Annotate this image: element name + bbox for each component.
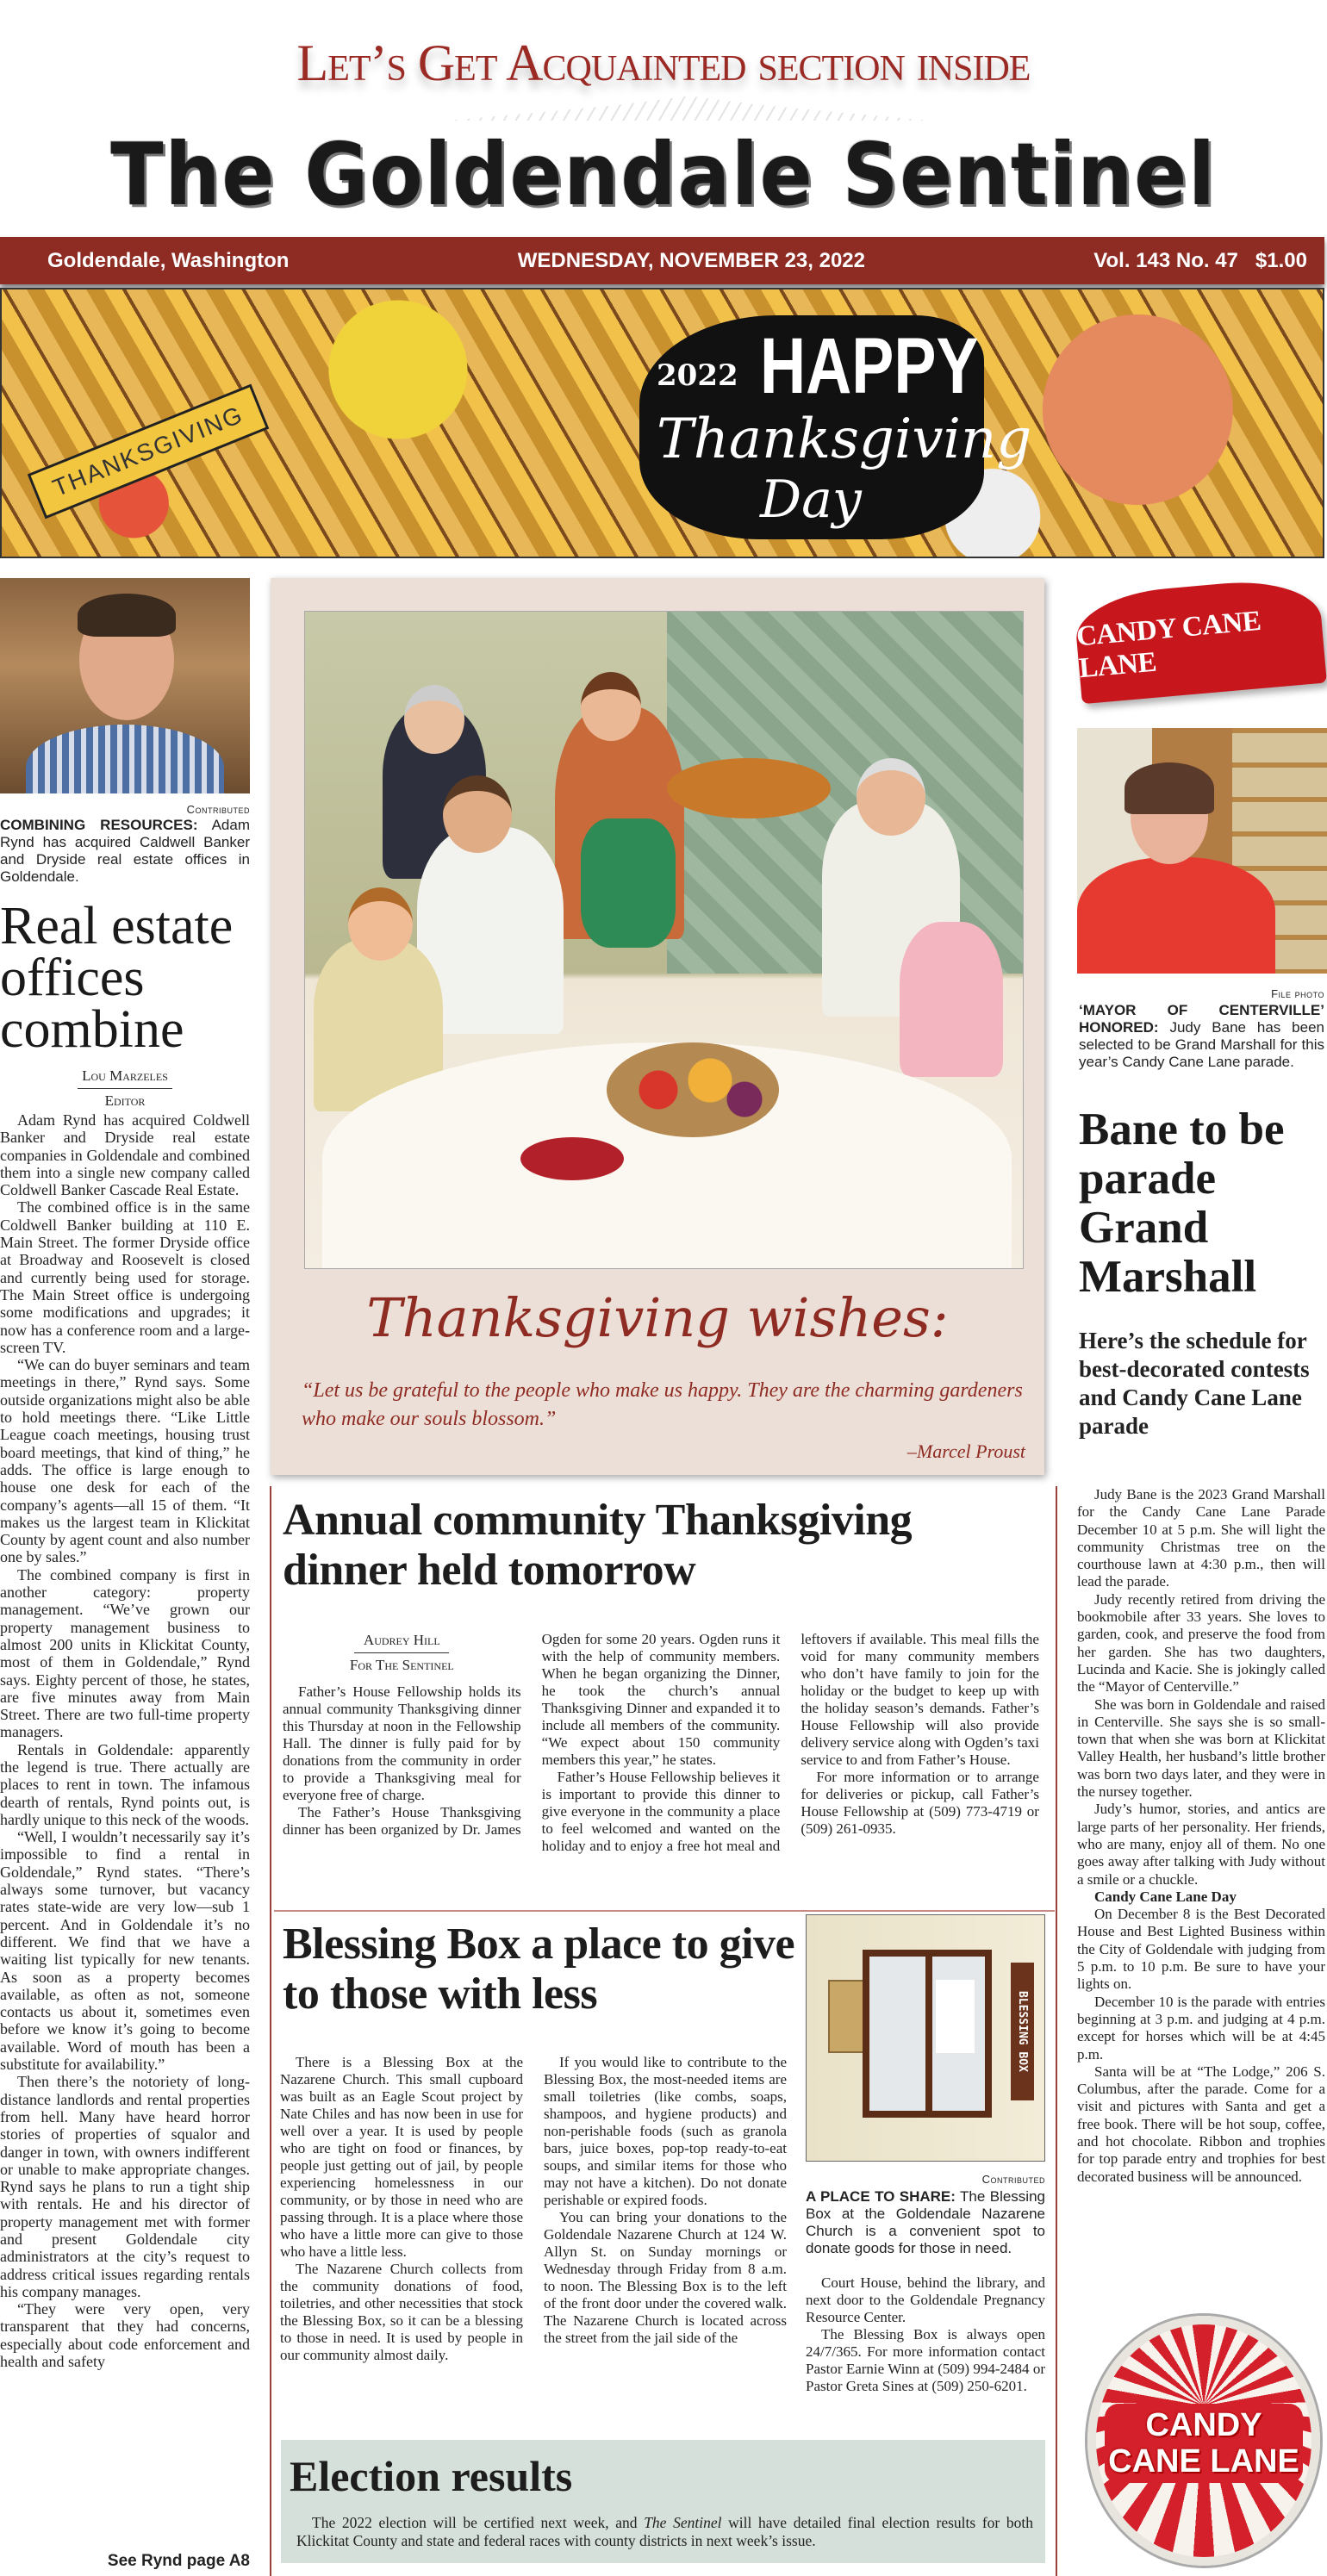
thanksgiving-banner [0,288,1324,558]
hair [78,594,176,637]
paragraph: Court House, behind the library, and next door to the Goldendale Pregnancy Resource Center. [806,2274,1045,2325]
newspaper-title-wrap [0,121,1327,228]
paragraph: “We can do buyer seminars and team meetings in there,” Rynd says. Some outside organizations might also be able to hold meetings there. “Like Little League coach meetings, housing trust board meetings, that kind of thing,” he adds. The office is large enough to house one desk for each of the company’s agents—all 15 of them. “It makes us the largest team in Klickitat County by agent count and also number one by sales.” [0,1356,250,1566]
turkey [667,758,831,818]
grandmother-head [404,685,464,754]
election-box [281,2440,1045,2563]
dateline-bar [0,237,1324,284]
dinner-byline [283,1631,521,1675]
shirt [26,725,224,793]
mountain-illustration [448,95,931,121]
election-text-2: will have detailed final election results for both Klickitat County and state and federal races with county districts in next week’s issue. [296,2514,1034,2549]
wishes-title: Thanksgiving wishes: [366,1286,949,1349]
rynd-body [0,1111,250,2548]
election-text [296,2514,1033,2550]
paragraph: Judy’s humor, stories, and antics are large parts of her personality. Her friends, who are many, enjoy all of them. No one goes away after talking with Judy without a smile or a chuckle. [1077,1801,1325,1888]
paper-name: The Sentinel [644,2514,722,2531]
cabinet-divider [925,1950,932,2118]
boy-head [348,887,413,961]
paragraph: Rentals in Goldendale: apparently the legend is true. There actually are places to rent in town. The infamous dearth of rentals, Rynd points out, is hardly unique to this neck of the woods. [0,1740,250,1828]
banner-ribbon: THANKSGIVING [28,384,270,520]
column-rule-right [1056,1486,1057,2576]
bulletin-board [828,1980,867,2053]
fruit-basket [607,1042,779,1137]
paragraph: The combined office is in the same Coldwell Banker building at 110 E. Main Street. The former Dryside office at Broadway and Roosevelt is closed and currently being used for storage. The Main Street office is undergoing some modifications and upgrades; it now has a conference room and a large-screen TV. [0,1198,250,1356]
price: $1.00 [1255,248,1307,272]
logo-text: CANDY CANE LANE [1105,2404,1303,2483]
byline-rule [78,1088,172,1089]
caption-lead: ‘MAYOR OF CENTERVILLE’ HONORED: [1079,1002,1324,1036]
notice-paper [936,1980,975,2053]
paragraph: You can bring your donations to the Goldendale Nazarene Church at 124 W. Allyn St. on Sunday mornings or Wednesday through Friday from 8 a.m. to noon. The Blessing Box is to the left of the front door under the covered walk. The Nazarene Church is located across the street from the jail side of the [544,2209,787,2346]
rynd-photo[interactable] [0,578,250,793]
blessing-box-photo[interactable] [806,1914,1045,2162]
father-head [443,775,512,853]
candy-cane-lane-logo [1087,2316,1320,2566]
photo-caption [0,817,250,886]
author-name: Audrey Hill [363,1632,440,1648]
dinner-body [283,1631,1039,1855]
paragraph: She was born in Goldendale and raised in Centerville. She says she is so small-town that when she was born at Klickitat Valley Health, her husband’s little brother was born two days later, and they were in the nursey together. [1077,1696,1325,1801]
wishes-quote: “Let us be grateful to the people who make us happy. They are the charming gardeners who make our souls blossom.” [302,1379,1023,1430]
paragraph: Father’s House Fellowship believes it is important to provide this dinner to give everyone in the community a place to feel welcomed and wanted on the holiday and to enjoy a free hot meal and leftovers if available. This meal fills the void for many community members who don’t have family to join for the holiday or the budget to keep up with the holiday season’s demands. Father’s House Fellowship will also provide delivery service along with Ogden’s taxi service to and from Father’s House. [541,1631,1039,1854]
caption-text: Adam Rynd has acquired Caldwell Banker and Dryside real estate offices in Goldendale. [0,817,250,885]
blessing-headline[interactable]: Blessing Box a place to give to those with less [283,1920,795,2019]
paragraph: The Blessing Box is always open 24/7/365. For more information contact Pastor Earnie Winn at (509) 994-2484 or Pastor Greta Sines at (509) 250-6201. [806,2326,1045,2394]
paragraph: The Father’s House Thanksgiving dinner has been organized by Dr. James Ogden for some 20 years. Ogden runs it with the help of community members. When he began organizing the Dinner, he took the church’s annual Thanksgiving Dinner and expanded it to include all members of the community. “We expect about 150 community members this year,” he states. [283,1631,781,1838]
paragraph: There is a Blessing Box at the Nazarene Church. This small cupboard was built as an Eagle Scout project by Nate Chiles and has now been in use for well over a year. It is used by people who are tight on food or finances, by people just getting out of jail, by people experiencing homelessness in our community, or by those in need who are passing through. It is a place where those who have a little more can give to those who have a little less. [280,2054,523,2260]
photo-credit: Contributed [186,803,250,816]
caption-lead: COMBINING RESOURCES: [0,817,198,833]
volume-number: Vol. 143 No. 47 [1093,248,1238,272]
mother-head [581,672,641,741]
candy-cane-lane-sign: CANDY CANE LANE [1073,576,1327,704]
red-shirt [1077,857,1275,974]
bane-headline[interactable]: Bane to be parade Grand Marshall [1079,1104,1285,1302]
paragraph: For more information or to arrange for deliveries or pickup, call Father’s House Fellowship at (509) 773-4719 or (509) 261-0935. [801,1769,1039,1837]
bane-body [1077,1486,1325,2186]
hair [1125,762,1214,814]
bane-subhead: Here’s the schedule for best-decorated contests and Candy Cane Lane parade [1079,1328,1310,1439]
paragraph: December 10 is the parade with entries beginning at 3 p.m. and judging at 4 p.m. except for horses which will be at 4:45 p.m. [1077,1993,1325,2063]
rynd-byline [0,1067,250,1111]
paragraph: On December 8 is the Best Decorated House and Best Lighted Business within the City of Goldendale with judging from 5 p.m. to 10 p.m. Be sure to have your lights on. [1077,1906,1325,1993]
banner-year: 2022 [657,358,738,393]
section-divider [274,1910,1055,1912]
author-name: Lou Marzeles [82,1067,168,1084]
photo-credit: Contributed [981,2173,1045,2186]
caption-lead: A PLACE TO SHARE: [806,2188,956,2205]
election-text-1: The 2022 election will be certified next week, and [312,2514,645,2531]
caption-text: The Blessing Box at the Goldendale Nazarene Church is a convenient spot to donate goods for those in need. [806,2188,1045,2256]
paragraph: Santa will be at “The Lodge,” 206 S. Columbus, after the parade. Come for a visit and pictures with Santa and get a free book. There will be hot soup, coffee, and hot chocolate. Ribbon and trophies for top parade entry and trophies for best decorated business will be announced. [1077,2063,1325,2185]
dinner-headline[interactable]: Annual community Thanksgiving dinner held tomorrow [283,1496,913,1595]
byline-rule [354,1652,449,1653]
author-title: Editor [104,1092,146,1109]
photo-credit: File photo [1271,987,1324,1000]
volume-price [1093,249,1307,273]
subsection-heading: Candy Cane Lane Day [1094,1888,1237,1905]
photo-caption [1079,1002,1324,1071]
judy-bane-photo[interactable] [1077,728,1327,974]
paragraph: Then there’s the notoriety of long-distance landlords and rental properties from hell. Many have heard horror stories of properties of squalor and danger in town, with owners indifferent or unable to make appropriate changes. Rynd says he plans to run a tight ship with rentals. He and his director of property management met with former and present Goldendale city administrators at the city’s request to address critical issues regarding rentals his company manages. [0,2073,250,2300]
wishes-attribution: –Marcel Proust [906,1440,1025,1462]
election-headline[interactable]: Election results [290,2452,573,2500]
paragraph: “They were very open, very transparent that they had concerns, especially about code enforcement and health and safety [0,2300,250,2371]
banner-happy: HAPPY [760,322,979,410]
blessing-continuation [806,2274,1045,2395]
issue-date: WEDNESDAY, NOVEMBER 23, 2022 [517,248,865,272]
cranberry-dish [520,1137,624,1180]
column-rule-left [270,1486,271,2576]
mother-skirt [581,818,676,948]
rynd-headline[interactable]: Real estate offices combine [0,897,234,1059]
caption-text: Judy Bane has been selected to be Grand Marshall for this year’s Candy Cane Lane parade. [1079,1019,1324,1070]
photo-caption [806,2188,1045,2257]
paragraph: The Nazarene Church collects from the community donations of food, toiletries, and other necessities that stock the Blessing Box, so it can be a blessing to those in need. It is used by people in our community almost daily. [280,2261,523,2363]
paragraph: “Well, I wouldn’t necessarily say it’s impossible to find a rental in Goldendale,” Rynd states. “There’s always some turnover, but vacancy rates state-wide are very low—sub 1 percent. And in Goldendale it’s no different. We find that we have a waiting list typically for new tenants. As soon as a property becomes available, as often as not, someone contacts us about it, sometimes even before we know it’s going to become available. Word of mouth has been a substitute for availability.” [0,1828,250,2074]
paragraph: Adam Rynd has acquired Coldwell Banker and Dryside real estate companies in Goldendale and combined them into a single new company called Coldwell Banker Cascade Real Estate. [0,1111,250,1199]
banner-thanksgiving: Thanksgiving [657,408,1032,471]
blessing-box-sign: BLESSING BOX [1011,1963,1034,2100]
paragraph: Judy Bane is the 2023 Grand Marshall for the Candy Cane Lane Parade December 10 at 5 p.m. She will light the community Christmas tree on the courthouse lawn at 4:30 p.m., then will lead the parade. [1077,1486,1325,1590]
banner-day: Day [760,470,862,530]
newspaper-title: The Goldendale Sentinel [110,123,1217,225]
bane-paragraphs [1077,1486,1325,1888]
bane-paragraphs-2 [1077,1906,1325,2186]
paragraph: The combined company is first in another category: property management. “We’ve grown our property management business to almost 200 units in Klickitat County, most of them in Goldendale,” Rynd says. Eighty percent of those, he states, are five minutes away from Main Street. There are two full-time property managers. [0,1565,250,1741]
location: Goldendale, Washington [47,248,290,272]
author-title: For The Sentinel [349,1657,454,1673]
paragraph: Judy recently retired from driving the bookmobile after 33 years. She loves to garden, cook, and preserve the food from her garden. She has two daughters, Lucinda and Kacie. She is jokingly called the “Mayor of Centerville.” [1077,1590,1325,1696]
thanksgiving-painting [304,611,1024,1269]
blessing-body [280,2054,787,2364]
grandfather-head [857,758,925,836]
section-teaser[interactable]: Let’s Get Acquainted section inside [296,34,1031,91]
paragraph: Father’s House Fellowship holds its annual community Thanksgiving dinner this Thursday at noon in the Fellowship Hall. The dinner is fully paid for by donations from the community in order to provide a Thanksgiving meal for everyone free of charge. [283,1683,521,1803]
jump-link[interactable]: See Rynd page A8 [107,2552,250,2570]
paragraph: If you would like to contribute to the Blessing Box, the most-needed items are small toiletries (like combs, soaps, shampoos, and hygiene products) and non-perishable foods (such as granola bars, juice boxes, pop-top ready-to-eat soups, and similar items for those who may not have a kitchen). Do not donate perishable or expired foods. [544,2054,787,2208]
girl [900,922,1003,1077]
